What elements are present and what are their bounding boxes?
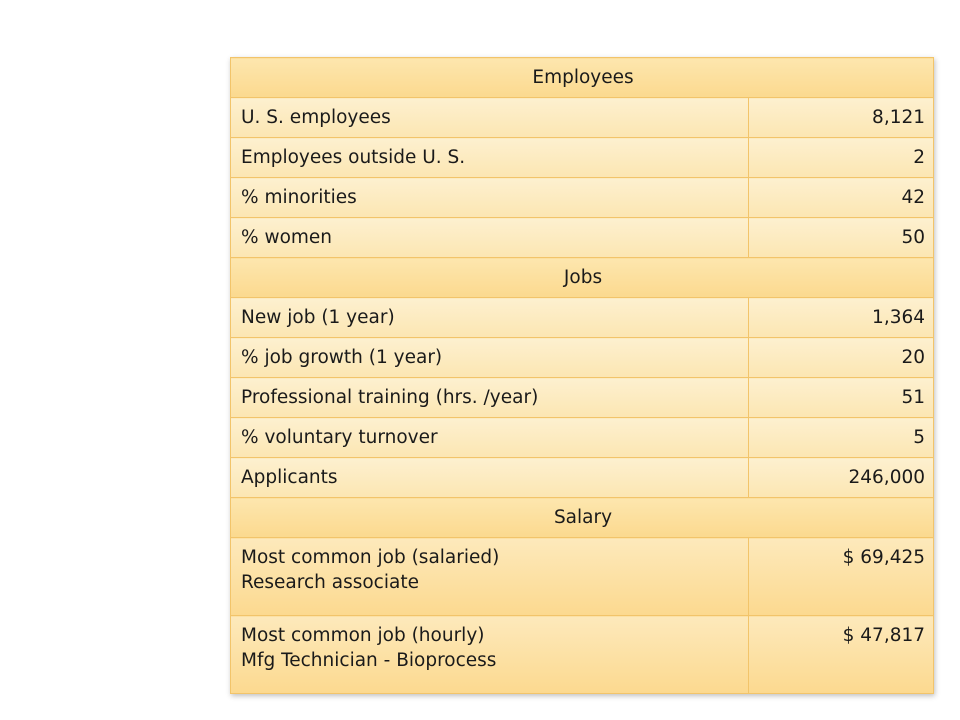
employee-stats-table	[230, 57, 934, 694]
section-header-row	[231, 258, 934, 298]
row-value: 20	[749, 338, 934, 378]
row-value: 50	[749, 218, 934, 258]
section-header-salary: Salary	[231, 498, 934, 538]
row-label: % minorities	[231, 178, 749, 218]
row-label: % voluntary turnover	[231, 418, 749, 458]
table-row	[231, 298, 934, 338]
table-row	[231, 178, 934, 218]
table-row	[231, 218, 934, 258]
row-value: 5	[749, 418, 934, 458]
row-label: Professional training (hrs. /year)	[231, 378, 749, 418]
row-label-line: Most common job (hourly)	[241, 625, 485, 646]
row-value: 8,121	[749, 98, 934, 138]
section-header-employees: Employees	[231, 58, 934, 98]
row-label-line: Most common job (salaried)	[241, 547, 500, 568]
row-value: 1,364	[749, 298, 934, 338]
row-value: $ 69,425	[749, 538, 934, 616]
table-row	[231, 458, 934, 498]
section-header-jobs: Jobs	[231, 258, 934, 298]
section-header-row	[231, 58, 934, 98]
row-label	[231, 538, 749, 616]
section-header-row	[231, 498, 934, 538]
row-value: $ 47,817	[749, 616, 934, 694]
table-row	[231, 138, 934, 178]
row-label: U. S. employees	[231, 98, 749, 138]
row-label: % job growth (1 year)	[231, 338, 749, 378]
table-row	[231, 98, 934, 138]
row-value: 51	[749, 378, 934, 418]
row-label-line: Research associate	[241, 572, 419, 593]
table-row	[231, 418, 934, 458]
row-value: 2	[749, 138, 934, 178]
row-label: Employees outside U. S.	[231, 138, 749, 178]
row-label: New job (1 year)	[231, 298, 749, 338]
table-row	[231, 538, 934, 616]
table-row	[231, 616, 934, 694]
table-row	[231, 378, 934, 418]
row-label-line: Mfg Technician - Bioprocess	[241, 650, 497, 671]
row-label	[231, 616, 749, 694]
row-label: % women	[231, 218, 749, 258]
row-value: 246,000	[749, 458, 934, 498]
table-row	[231, 338, 934, 378]
row-label: Applicants	[231, 458, 749, 498]
row-value: 42	[749, 178, 934, 218]
